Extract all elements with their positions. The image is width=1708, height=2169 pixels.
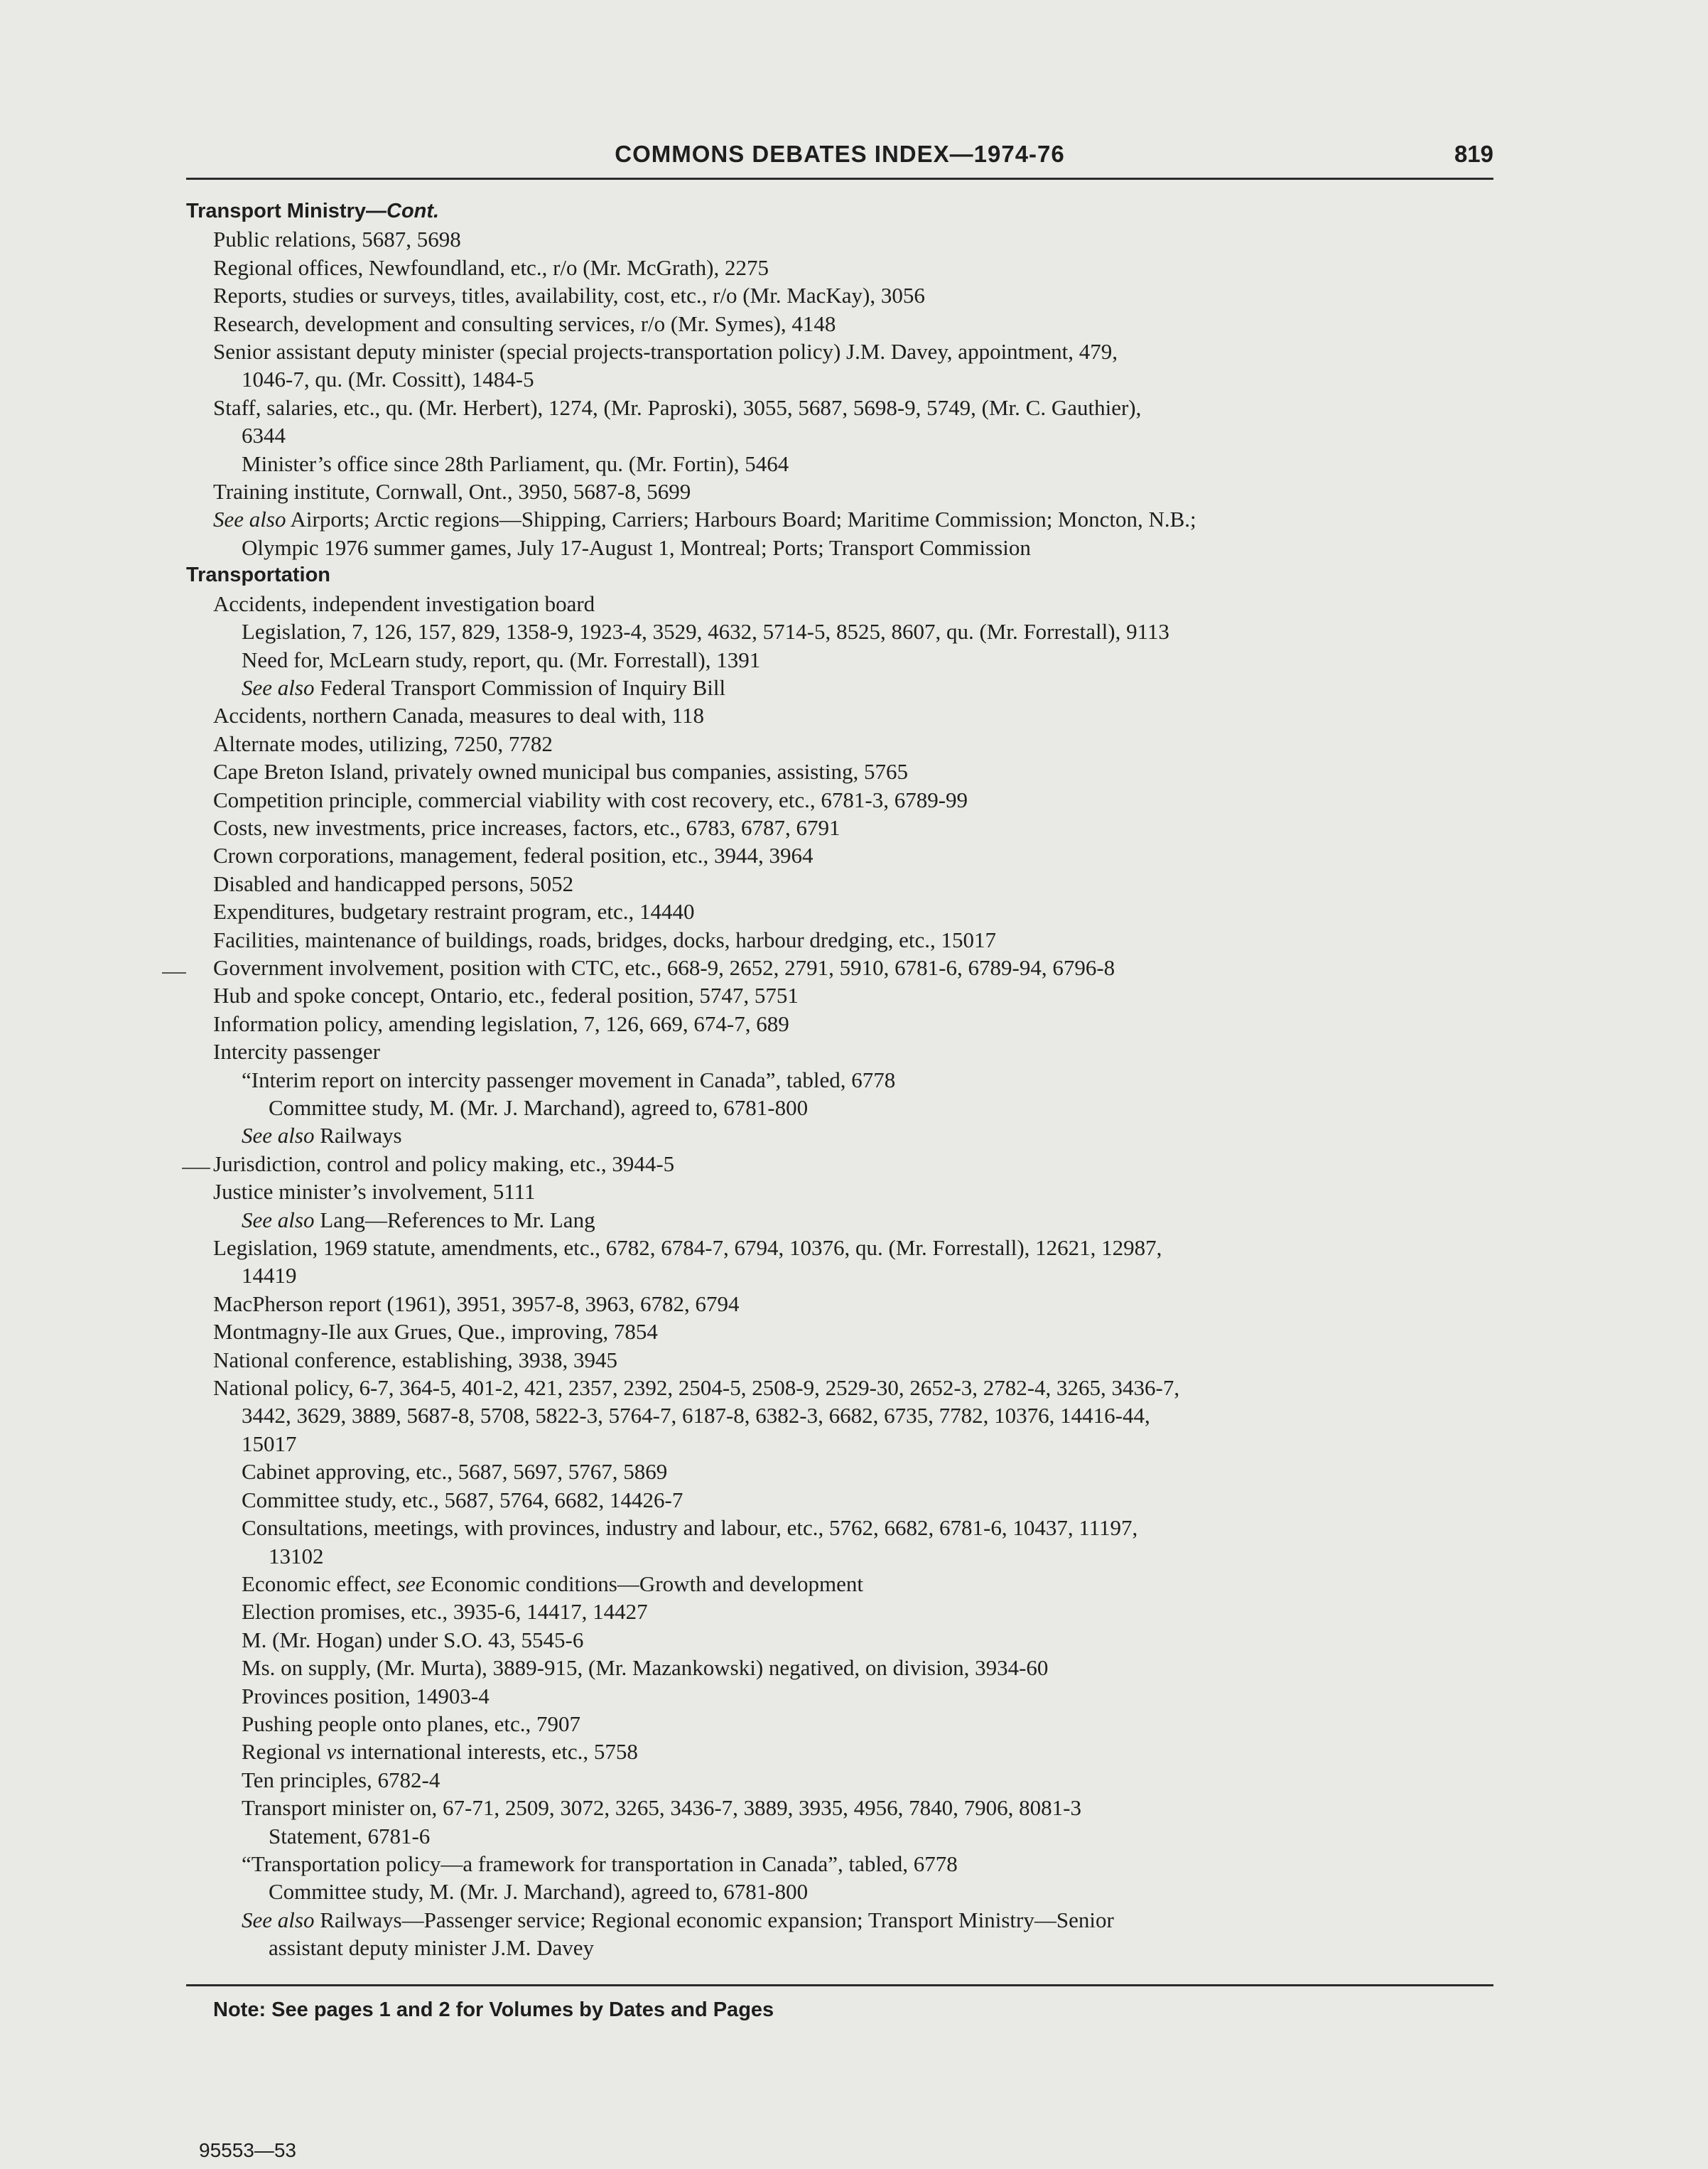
index-entry	[186, 618, 1508, 645]
entry-text: Transportation	[186, 564, 331, 587]
index-entry	[186, 1458, 1508, 1485]
entry-text: Facilities, maintenance of buildings, roads, bridges, docks, harbour dredging, etc., 15017	[213, 927, 996, 952]
entry-text: Training institute, Cornwall, Ont., 3950, 5687-8, 5699	[213, 479, 691, 505]
index-entry	[186, 1318, 1508, 1345]
entry-text: Lang—References to Mr. Lang	[314, 1207, 595, 1232]
index-entry	[186, 814, 1508, 841]
entry-text: M. (Mr. Hogan) under S.O. 43, 5545-6	[242, 1627, 584, 1652]
entry-text: 13102	[269, 1543, 324, 1568]
entry-text: 3442, 3629, 3889, 5687-8, 5708, 5822-3, 5764-7, 6187-8, 6382-3, 6682, 6735, 7782, 10376, 14416-44,	[242, 1403, 1150, 1428]
entry-text: Expenditures, budgetary restraint program, etc., 14440	[213, 899, 695, 925]
entry-text: Information policy, amending legislation, 7, 126, 669, 674-7, 689	[213, 1011, 789, 1036]
entry-text: Public relations, 5687, 5698	[213, 227, 461, 252]
index-entry	[186, 870, 1508, 898]
index-entry	[186, 1430, 1508, 1458]
entry-text: Provinces position, 14903-4	[242, 1683, 490, 1708]
index-entry	[186, 1178, 1508, 1205]
index-entry	[186, 646, 1508, 674]
index-entry	[186, 1206, 1508, 1234]
index-entry	[186, 1066, 1508, 1094]
entry-text: MacPherson report (1961), 3951, 3957-8, 3963, 6782, 6794	[213, 1291, 740, 1316]
entry-text: Crown corporations, management, federal position, etc., 3944, 3964	[213, 843, 814, 868]
index-entry	[186, 1374, 1508, 1401]
index-entry	[186, 1794, 1508, 1821]
entry-text: Justice minister’s involvement, 5111	[213, 1179, 536, 1205]
entry-text: Competition principle, commercial viability with cost recovery, etc., 6781-3, 6789-99	[213, 787, 968, 812]
index-entry	[186, 338, 1508, 365]
entry-text: Cape Breton Island, privately owned municipal bus companies, assisting, 5765	[213, 759, 909, 785]
entry-text: Need for, McLearn study, report, qu. (Mr. Forrestall), 1391	[242, 647, 761, 672]
entry-text: Alternate modes, utilizing, 7250, 7782	[213, 731, 553, 756]
entry-italic-text: see	[396, 1571, 426, 1596]
entry-text: Hub and spoke concept, Ontario, etc., federal position, 5747, 5751	[213, 983, 799, 1008]
index-entry	[186, 1850, 1508, 1878]
entry-text: 6344	[242, 423, 286, 448]
entry-text: Senior assistant deputy minister (special projects-transportation policy) J.M. Davey, appointment, 479,	[213, 339, 1118, 365]
entry-text: National policy, 6-7, 364-5, 401-2, 421, 2357, 2392, 2504-5, 2508-9, 2529-30, 2652-3, 2782-4, 3265, 3436-7,	[213, 1375, 1180, 1401]
index-entry	[186, 281, 1508, 309]
index-entry	[186, 841, 1508, 869]
entry-text: Accidents, independent investigation board	[213, 591, 595, 616]
index-entry	[186, 590, 1508, 618]
index-entry	[186, 898, 1508, 925]
index-entry	[186, 1121, 1508, 1149]
index-entry	[186, 1234, 1508, 1261]
entry-text: Committee study, M. (Mr. J. Marchand), agreed to, 6781-800	[269, 1879, 809, 1905]
page-number: 819	[1454, 141, 1493, 167]
entry-text: Transport Ministry—	[186, 200, 387, 222]
margin-pen-mark	[182, 1168, 210, 1169]
entry-italic-text: vs	[326, 1739, 345, 1765]
index-body	[186, 198, 1508, 1962]
index-entry	[186, 954, 1508, 981]
entry-text: Legislation, 1969 statute, amendments, etc., 6782, 6784-7, 6794, 10376, qu. (Mr. Forrestall), 12621, 12987,	[213, 1235, 1162, 1261]
entry-text: Economic effect,	[242, 1571, 397, 1596]
entry-text: Accidents, northern Canada, measures to deal with, 118	[213, 703, 704, 728]
entry-text: 14419	[242, 1263, 297, 1288]
index-entry	[186, 1486, 1508, 1514]
entry-italic-text: See also	[242, 1207, 315, 1232]
index-entry	[186, 1710, 1508, 1738]
entry-text: Regional	[242, 1739, 327, 1765]
index-heading	[186, 198, 1508, 225]
entry-text: “Interim report on intercity passenger movement in Canada”, tabled, 6778	[242, 1067, 896, 1092]
entry-text: “Transportation policy—a framework for transportation in Canada”, tabled, 6778	[242, 1851, 958, 1876]
index-entry	[186, 1570, 1508, 1598]
entry-text: Pushing people onto planes, etc., 7907	[242, 1711, 580, 1736]
index-entry	[186, 1598, 1508, 1625]
entry-italic-text: See also	[242, 674, 315, 700]
index-entry	[186, 534, 1508, 561]
index-entry	[186, 1682, 1508, 1710]
index-entry	[186, 365, 1508, 393]
entry-text: Committee study, etc., 5687, 5764, 6682, 14426-7	[242, 1487, 683, 1512]
entry-text: Statement, 6781-6	[269, 1823, 431, 1848]
entry-italic-text: See also	[242, 1123, 315, 1148]
entry-text: Olympic 1976 summer games, July 17-August 1, Montreal; Ports; Transport Commission	[242, 534, 1031, 560]
index-entry	[186, 1038, 1508, 1065]
entry-text: Airports; Arctic regions—Shipping, Carriers; Harbours Board; Maritime Commission; Moncton, N.B.;	[286, 507, 1196, 532]
entry-text: Disabled and handicapped persons, 5052	[213, 871, 574, 896]
entry-text: Montmagny-Ile aux Grues, Que., improving, 7854	[213, 1319, 658, 1345]
index-heading	[186, 561, 1508, 589]
entry-italic-text: See also	[213, 507, 286, 532]
entry-text: Economic conditions—Growth and development	[425, 1571, 863, 1596]
index-entry	[186, 1346, 1508, 1374]
index-entry	[186, 1738, 1508, 1765]
entry-text: Jurisdiction, control and policy making, etc., 3944-5	[213, 1151, 675, 1176]
index-entry	[186, 310, 1508, 338]
index-entry	[186, 1261, 1508, 1289]
index-entry	[186, 1822, 1508, 1850]
entry-text: 15017	[242, 1431, 297, 1456]
index-entry	[186, 1934, 1508, 1961]
entry-text: 1046-7, qu. (Mr. Cossitt), 1484-5	[242, 367, 534, 392]
footnote: Note: See pages 1 and 2 for Volumes by Dates and Pages	[213, 1998, 774, 2021]
entry-text: Minister’s office since 28th Parliament, qu. (Mr. Fortin), 5464	[242, 451, 789, 476]
index-entry	[186, 730, 1508, 758]
entry-text: Staff, salaries, etc., qu. (Mr. Herbert), 1274, (Mr. Paproski), 3055, 5687, 5698-9, 5749, (Mr. C. Gauthier),	[213, 394, 1142, 420]
entry-text: Costs, new investments, price increases, factors, etc., 6783, 6787, 6791	[213, 814, 841, 840]
index-entry	[186, 1514, 1508, 1541]
page-header	[186, 141, 1493, 176]
index-entry	[186, 1766, 1508, 1794]
print-code: 95553—53	[199, 2139, 297, 2161]
index-entry	[186, 1654, 1508, 1681]
index-entry	[186, 421, 1508, 449]
index-entry	[186, 478, 1508, 505]
margin-pen-mark	[162, 972, 186, 974]
index-entry	[186, 505, 1508, 533]
index-entry	[186, 926, 1508, 954]
index-entry	[186, 1626, 1508, 1654]
entry-text: Research, development and consulting services, r/o (Mr. Symes), 4148	[213, 311, 836, 336]
entry-text: Election promises, etc., 3935-6, 14417, 14427	[242, 1599, 648, 1625]
entry-text: Ten principles, 6782-4	[242, 1767, 440, 1792]
index-entry	[186, 1401, 1508, 1429]
entry-text: Railways	[314, 1123, 402, 1148]
entry-text: National conference, establishing, 3938, 3945	[213, 1347, 618, 1372]
entry-text: Federal Transport Commission of Inquiry Bill	[314, 674, 726, 700]
index-entry	[186, 1290, 1508, 1318]
entry-text: international interests, etc., 5758	[345, 1739, 638, 1765]
entry-text: Legislation, 7, 126, 157, 829, 1358-9, 1923-4, 3529, 4632, 5714-5, 8525, 8607, qu. (Mr. Forrestall), 9113	[242, 619, 1169, 645]
running-title: COMMONS DEBATES INDEX—1974-76	[615, 141, 1065, 167]
index-entry	[186, 1878, 1508, 1905]
entry-italic-text: See also	[242, 1907, 315, 1932]
index-entry	[186, 786, 1508, 814]
index-entry	[186, 450, 1508, 478]
entry-text: Intercity passenger	[213, 1039, 380, 1065]
index-entry	[186, 225, 1508, 253]
index-entry	[186, 981, 1508, 1009]
index-entry	[186, 758, 1508, 785]
entry-italic-text: Cont.	[387, 200, 440, 222]
header-rule	[186, 178, 1493, 180]
entry-text: Regional offices, Newfoundland, etc., r/o (Mr. McGrath), 2275	[213, 254, 769, 280]
entry-text: Ms. on supply, (Mr. Murta), 3889-915, (Mr. Mazankowski) negatived, on division, 3934-60	[242, 1655, 1049, 1681]
index-entry	[186, 1542, 1508, 1570]
entry-text: assistant deputy minister J.M. Davey	[269, 1935, 595, 1961]
index-entry	[186, 1150, 1508, 1178]
entry-text: Committee study, M. (Mr. J. Marchand), agreed to, 6781-800	[269, 1095, 809, 1120]
index-entry	[186, 1010, 1508, 1038]
index-entry	[186, 254, 1508, 281]
index-entry	[186, 1094, 1508, 1121]
entry-text: Consultations, meetings, with provinces, industry and labour, etc., 5762, 6682, 6781-6, 10437, 11197,	[242, 1515, 1138, 1541]
index-entry	[186, 701, 1508, 729]
entry-text: Reports, studies or surveys, titles, availability, cost, etc., r/o (Mr. MacKay), 3056	[213, 283, 925, 308]
entry-text: Cabinet approving, etc., 5687, 5697, 5767, 5869	[242, 1459, 668, 1485]
entry-text: Government involvement, position with CTC, etc., 668-9, 2652, 2791, 5910, 6781-6, 6789-94, 6796-8	[213, 954, 1115, 980]
entry-text: Railways—Passenger service; Regional economic expansion; Transport Ministry—Senior	[314, 1907, 1114, 1932]
index-entry	[186, 674, 1508, 701]
footer-rule	[186, 1984, 1493, 1986]
entry-text: Transport minister on, 67-71, 2509, 3072, 3265, 3436-7, 3889, 3935, 4956, 7840, 7906, 8081-3	[242, 1795, 1081, 1821]
index-entry	[186, 1906, 1508, 1934]
index-entry	[186, 394, 1508, 421]
